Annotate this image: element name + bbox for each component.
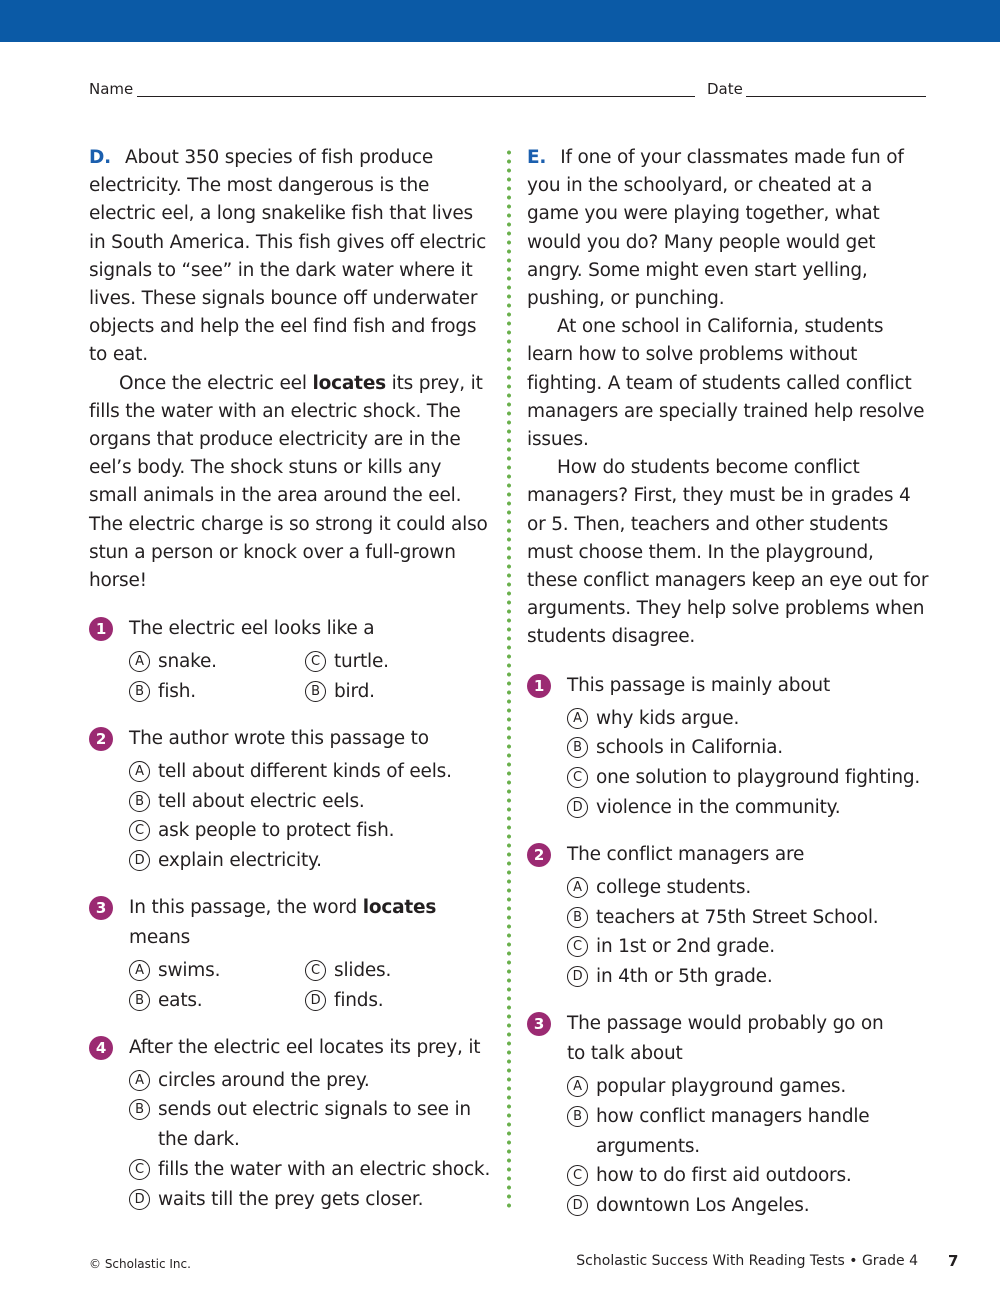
answer-bubble[interactable]: B	[129, 791, 150, 812]
answer-choices	[129, 956, 491, 1016]
answer-choices	[129, 757, 491, 876]
answer-bubble[interactable]: D	[567, 797, 588, 818]
paragraph-text: Once the electric eel	[119, 372, 313, 394]
answer-bubble[interactable]: B	[567, 1106, 588, 1127]
answer-choice[interactable]: B sends out electric signals to see in the dark.	[129, 1095, 491, 1155]
answer-choice[interactable]: C fills the water with an electric shock.	[129, 1155, 491, 1185]
answer-choice[interactable]: B schools in California.	[567, 733, 929, 763]
answer-bubble[interactable]: C	[567, 1165, 588, 1186]
answer-bubble[interactable]: C	[305, 960, 326, 981]
header-bar	[0, 0, 1000, 42]
answer-choice[interactable]: C in 1st or 2nd grade.	[567, 932, 929, 962]
answer-choice[interactable]: B teachers at 75th Street School.	[567, 903, 929, 933]
answer-bubble[interactable]: D	[129, 850, 150, 871]
passage-e-column	[527, 144, 929, 1221]
question-number-badge: 1	[89, 617, 113, 641]
paragraph-text: About 350 species of fish produce electricity. The most dangerous is the electric eel, a long snakelike fish that lives in South America. This fish gives off electric signals to “see” in the dark water where it lives. These signals bounce off underwater objects and help the eel find fish and frogs to eat.	[89, 147, 487, 366]
passage-e-paragraph-1	[527, 144, 929, 313]
answer-bubble[interactable]: D	[305, 990, 326, 1011]
answer-choice[interactable]: D explain electricity.	[129, 846, 491, 876]
answer-choices	[129, 1066, 491, 1215]
answer-bubble[interactable]: B	[129, 1099, 150, 1120]
answer-choice[interactable]: A tell about different kinds of eels.	[129, 757, 491, 787]
passage-letter: D.	[89, 147, 111, 168]
answer-bubble[interactable]: A	[567, 708, 588, 729]
question-stem: After the electric eel locates its prey, it	[129, 1036, 481, 1058]
question-stem: The electric eel looks like a	[129, 618, 375, 640]
answer-choice[interactable]: A snake.	[129, 647, 305, 677]
answer-choice[interactable]: B how conflict managers handle arguments.	[567, 1102, 929, 1162]
question-number-badge: 1	[527, 674, 551, 698]
question-number-badge: 2	[527, 843, 551, 867]
question-e-2	[527, 843, 929, 992]
name-field-line[interactable]	[137, 96, 695, 97]
question-stem: This passage is mainly about	[567, 674, 831, 696]
answer-bubble[interactable]: C	[305, 651, 326, 672]
passage-d	[89, 144, 491, 595]
answer-choice[interactable]: B eats.	[129, 986, 305, 1016]
answer-bubble[interactable]: C	[129, 1159, 150, 1180]
answer-choice[interactable]: A why kids argue.	[567, 704, 929, 734]
answer-bubble[interactable]: B	[567, 737, 588, 758]
answer-choice[interactable]: B bird.	[305, 677, 481, 707]
answer-choice[interactable]: D in 4th or 5th grade.	[567, 962, 929, 992]
answer-bubble[interactable]: D	[567, 966, 588, 987]
question-e-3	[527, 1012, 929, 1221]
answer-choices	[567, 873, 929, 992]
question-d-3	[89, 896, 491, 1016]
book-title-footer: Scholastic Success With Reading Tests • Grade 4	[576, 1253, 918, 1269]
answer-bubble[interactable]: A	[567, 877, 588, 898]
answer-bubble[interactable]: C	[567, 936, 588, 957]
answer-choice[interactable]: B fish.	[129, 677, 305, 707]
question-number-badge: 3	[527, 1012, 551, 1036]
answer-choices	[129, 647, 491, 707]
vocabulary-word: locates	[312, 372, 386, 394]
answer-choice[interactable]: A college students.	[567, 873, 929, 903]
passage-d-paragraph-2	[89, 370, 491, 596]
answer-choice[interactable]: A swims.	[129, 956, 305, 986]
answer-choice[interactable]: D downtown Los Angeles.	[567, 1191, 929, 1221]
answer-bubble[interactable]: B	[129, 990, 150, 1011]
passage-e-paragraph-3: How do students become conflict managers? First, they must be in grades 4 or 5. Then, teachers and other students must choose them. In the playground, these conflict managers keep an eye out for arguments. They help solve problems when students disagree.	[527, 457, 929, 648]
answer-bubble[interactable]: B	[567, 907, 588, 928]
passage-e-paragraph-2: At one school in California, students learn how to solve problems without fighting. A team of students called conflict managers are specially trained help resolve issues.	[527, 316, 925, 451]
question-d-1	[89, 617, 491, 707]
question-e-1	[527, 674, 929, 823]
answer-choice[interactable]: C how to do first aid outdoors.	[567, 1161, 929, 1191]
question-stem: The author wrote this passage to	[129, 727, 429, 749]
passage-d-column	[89, 144, 491, 1215]
page-number: 7	[948, 1252, 959, 1270]
answer-bubble[interactable]: A	[129, 1070, 150, 1091]
question-d-2	[89, 727, 491, 876]
answer-bubble[interactable]: A	[129, 761, 150, 782]
answer-bubble[interactable]: C	[129, 820, 150, 841]
question-number-badge: 3	[89, 896, 113, 920]
column-divider	[507, 148, 511, 1210]
answer-choice[interactable]: D violence in the community.	[567, 793, 929, 823]
answer-choice[interactable]: C ask people to protect fish.	[129, 816, 491, 846]
passage-letter: E.	[527, 147, 547, 168]
answer-choice[interactable]: C slides.	[305, 956, 481, 986]
answer-bubble[interactable]: A	[129, 960, 150, 981]
answer-bubble[interactable]: D	[567, 1195, 588, 1216]
name-label: Name	[89, 80, 134, 98]
question-number-badge: 4	[89, 1036, 113, 1060]
paragraph-text: If one of your classmates made fun of you in the schoolyard, or cheated at a game you were playing together, what would you do? Many people would get angry. Some might even start yelling, pushing, or punching.	[527, 147, 904, 310]
answer-bubble[interactable]: B	[129, 681, 150, 702]
date-label: Date	[707, 80, 743, 98]
answer-bubble[interactable]: A	[129, 651, 150, 672]
answer-choice[interactable]: D waits till the prey gets closer.	[129, 1185, 491, 1215]
question-stem: The passage would probably go on to talk about	[567, 1013, 884, 1065]
answer-choice[interactable]: C turtle.	[305, 647, 481, 677]
answer-bubble[interactable]: D	[129, 1189, 150, 1210]
answer-choices	[567, 1072, 929, 1221]
passage-d-paragraph-1	[89, 144, 491, 370]
answer-choice[interactable]: D finds.	[305, 986, 481, 1016]
answer-choices	[567, 704, 929, 823]
question-d-4	[89, 1036, 491, 1215]
answer-choice[interactable]: A circles around the prey.	[129, 1066, 491, 1096]
question-stem: The conflict managers are	[567, 843, 805, 865]
question-number-badge: 2	[89, 727, 113, 751]
vocabulary-word: locates	[362, 897, 437, 919]
answer-bubble[interactable]: B	[305, 681, 326, 702]
answer-choice[interactable]: A popular playground games.	[567, 1072, 929, 1102]
answer-bubble[interactable]: A	[567, 1076, 588, 1097]
passage-e	[527, 144, 929, 652]
answer-choice[interactable]: B tell about electric eels.	[129, 787, 491, 817]
answer-bubble[interactable]: C	[567, 767, 588, 788]
paragraph-text: its prey, it fills the water with an electric shock. The organs that produce electricity are in the eel’s body. The shock stuns or kills any small animals in the area around the eel. The electric charge is so strong it could also stun a person or knock over a full-grown horse!	[89, 372, 488, 592]
question-stem: In this passage, the word locates means	[129, 897, 437, 949]
date-field-line[interactable]	[746, 96, 926, 97]
copyright-notice: © Scholastic Inc.	[89, 1257, 191, 1271]
answer-choice[interactable]: C one solution to playground fighting.	[567, 763, 929, 793]
